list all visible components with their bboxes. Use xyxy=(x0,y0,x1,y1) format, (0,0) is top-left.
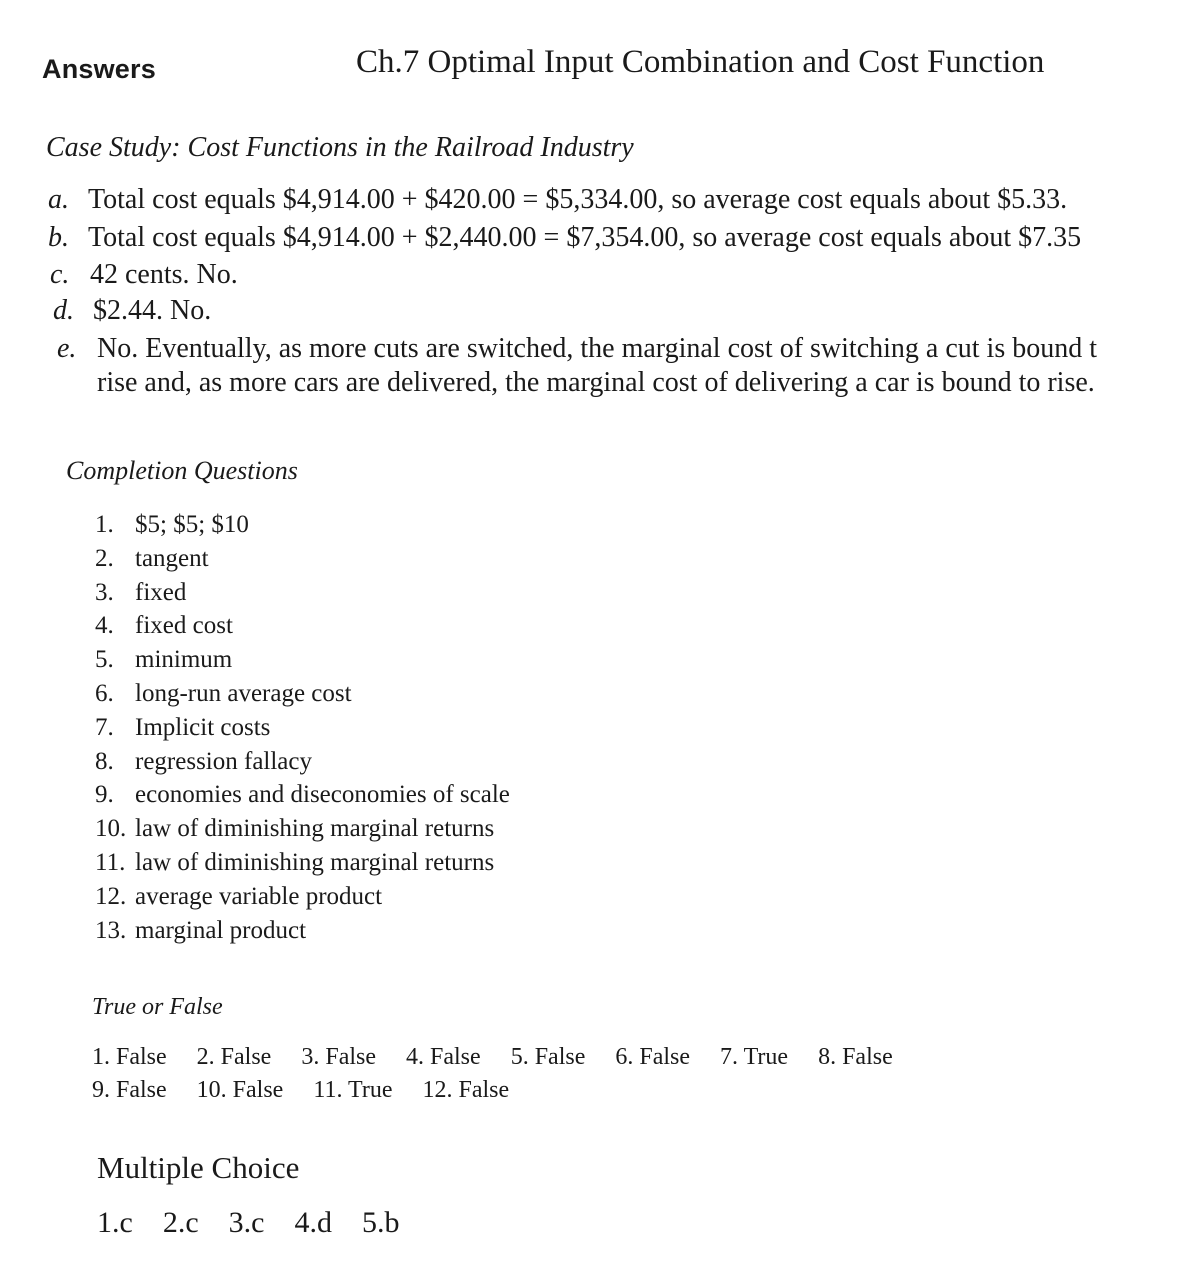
list-item xyxy=(95,643,510,677)
case-study-item-e-continued xyxy=(97,367,1095,399)
completion-list xyxy=(95,508,510,947)
case-item-text: 42 cents. No. xyxy=(90,259,238,290)
multiple-choice-answer: 3.c xyxy=(228,1206,265,1239)
case-item-letter: c. xyxy=(50,259,70,290)
true-false-heading: True or False xyxy=(92,994,223,1020)
multiple-choice-answer: 2.c xyxy=(162,1206,199,1239)
list-item xyxy=(95,609,510,643)
item-text: law of diminishing marginal returns xyxy=(135,815,495,843)
case-item-letter: e. xyxy=(57,333,77,364)
item-number: 3. xyxy=(95,578,114,606)
list-item xyxy=(95,880,510,914)
true-false-answer: 10. False xyxy=(196,1077,284,1103)
item-number: 1. xyxy=(95,511,114,538)
item-number: 5. xyxy=(95,646,114,674)
case-item-text: $2.44. No. xyxy=(93,295,212,326)
case-item-text: rise and, as more cars are delivered, the marginal cost of delivering a car is bound to rise. xyxy=(97,367,1095,398)
list-item xyxy=(95,542,510,576)
item-text: regression fallacy xyxy=(135,747,313,775)
item-text: minimum xyxy=(135,646,233,674)
true-false-answer: 1. False xyxy=(92,1044,167,1070)
multiple-choice-heading: Multiple Choice xyxy=(97,1150,300,1185)
item-text: tangent xyxy=(135,544,209,572)
case-study-item-b xyxy=(48,222,1081,254)
chapter-title: Ch.7 Optimal Input Combination and Cost Function xyxy=(356,44,1045,80)
true-false-answer: 6. False xyxy=(615,1044,691,1070)
item-text: marginal product xyxy=(135,916,307,944)
case-item-text: No. Eventually, as more cuts are switched, the marginal cost of switching a cut is bound t xyxy=(97,333,1097,364)
item-number: 7. xyxy=(95,713,114,741)
item-text: fixed cost xyxy=(135,612,233,640)
true-false-row-2 xyxy=(92,1077,539,1104)
item-number: 11. xyxy=(95,848,126,876)
answers-label: Answers xyxy=(42,54,156,84)
case-study-item-e xyxy=(57,333,1097,365)
list-item xyxy=(95,812,510,846)
item-number: 12. xyxy=(95,882,127,910)
true-false-answer: 7. True xyxy=(720,1044,789,1070)
case-item-text: Total cost equals $4,914.00 + $420.00 = $5,334.00, so average cost equals about $5.33. xyxy=(88,184,1068,215)
list-item xyxy=(95,711,510,745)
case-study-heading: Case Study: Cost Functions in the Railroad Industry xyxy=(46,132,634,163)
item-number: 9. xyxy=(95,781,114,809)
item-text: Implicit costs xyxy=(135,713,271,741)
case-study-item-d xyxy=(53,295,211,327)
item-text: fixed xyxy=(135,578,187,606)
case-item-text: Total cost equals $4,914.00 + $2,440.00 = $7,354.00, so average cost equals about $7.35 xyxy=(88,222,1082,253)
multiple-choice-answer: 5.b xyxy=(361,1206,400,1239)
case-study-item-c xyxy=(50,259,238,291)
true-false-answer: 3. False xyxy=(301,1044,377,1070)
case-item-letter: b. xyxy=(48,222,69,253)
true-false-answer: 12. False xyxy=(422,1077,510,1103)
true-false-answer: 8. False xyxy=(818,1044,893,1070)
item-number: 6. xyxy=(95,679,114,707)
item-text: average variable product xyxy=(135,882,383,910)
true-false-answer: 5. False xyxy=(510,1044,586,1070)
case-study-item-a xyxy=(48,184,1067,216)
list-item xyxy=(95,914,510,948)
list-item xyxy=(95,508,510,542)
list-item xyxy=(95,576,510,610)
list-item xyxy=(95,846,510,880)
multiple-choice-row xyxy=(97,1206,429,1240)
true-false-answer: 4. False xyxy=(406,1044,481,1070)
list-item xyxy=(95,677,510,711)
true-false-row-1 xyxy=(92,1044,923,1071)
multiple-choice-answer: 1.c xyxy=(97,1206,133,1239)
true-false-answer: 9. False xyxy=(92,1077,167,1103)
item-text: $5; $5; $10 xyxy=(135,511,249,538)
completion-heading: Completion Questions xyxy=(66,456,298,485)
list-item xyxy=(95,778,510,812)
item-text: long-run average cost xyxy=(135,679,352,707)
item-number: 10. xyxy=(95,815,127,843)
item-number: 8. xyxy=(95,747,114,775)
case-item-letter: d. xyxy=(53,295,74,326)
item-text: law of diminishing marginal returns xyxy=(135,848,495,876)
case-item-letter: a. xyxy=(48,184,69,215)
multiple-choice-answer: 4.d xyxy=(294,1206,332,1239)
item-number: 2. xyxy=(95,544,114,572)
item-number: 13. xyxy=(95,916,127,944)
true-false-answer: 11. True xyxy=(313,1077,393,1103)
item-text: economies and diseconomies of scale xyxy=(135,781,510,809)
true-false-answer: 2. False xyxy=(196,1044,272,1070)
list-item xyxy=(95,745,510,779)
item-number: 4. xyxy=(95,612,114,640)
